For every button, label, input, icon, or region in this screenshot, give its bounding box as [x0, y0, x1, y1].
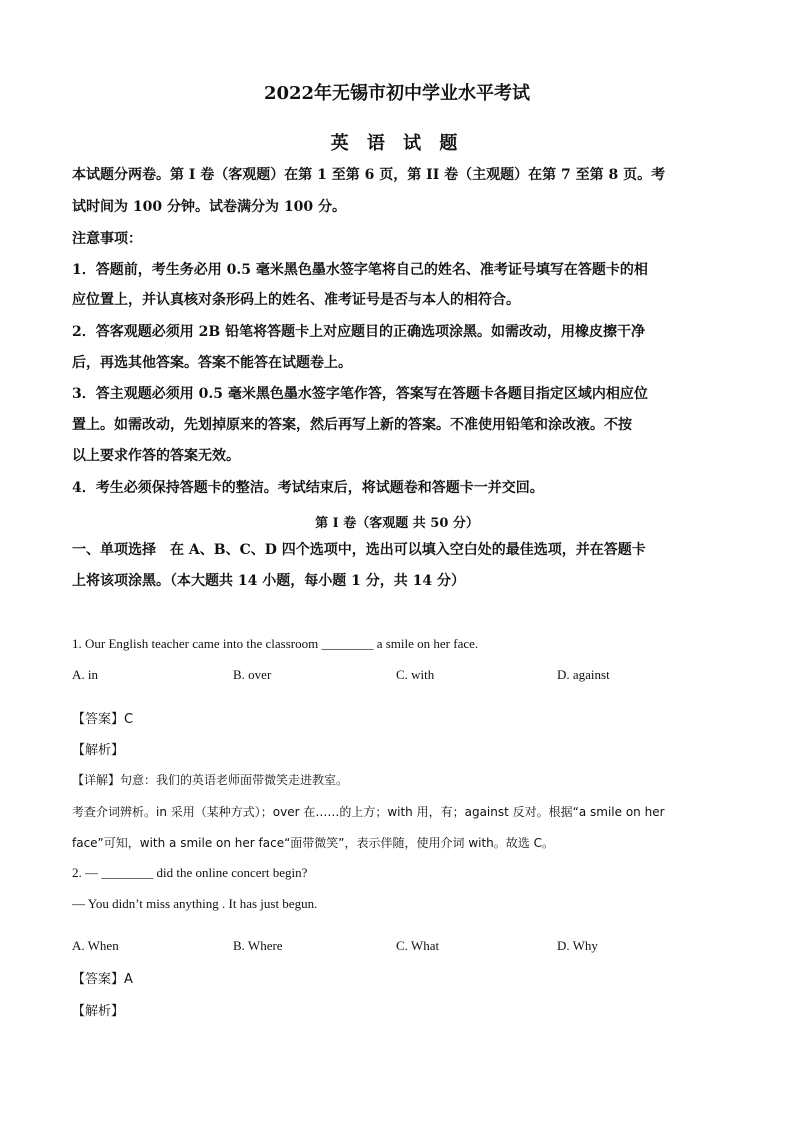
note-1-line-2: 应位置上，并认真核对条形码上的姓名、准考证号是否与本人的相符合。	[72, 292, 520, 308]
question-1-stem: 1. Our English teacher came into the classroom ________ a smile on her face.	[72, 636, 479, 651]
question-2-option-c: C. What	[396, 938, 440, 953]
intro-line-1: 本试题分两卷。第 I 卷（客观题）在第 1 至第 6 页，第 II 卷（主观题）在第 7 至第 8 页。考	[72, 167, 666, 183]
question-1-explanation-line-1: 考查介词辨析。in 采用（某种方式）；over 在……的上方；with 用，有；against 反对。根据“a smile on her	[72, 805, 665, 819]
question-2-analysis-label: 【解析】	[72, 1004, 125, 1019]
part-1-instruction-line-2: 上将该项涂黑。（本大题共 14 小题，每小题 1 分，共 14 分）	[72, 573, 465, 589]
question-1-detail: 【详解】句意：我们的英语老师面带微笑走进教室。	[72, 773, 349, 787]
exam-subtitle: 英 语 试 题	[330, 133, 464, 154]
part-1-instruction-line-1: 一、单项选择 在 A、B、C、D 四个选项中，选出可以填入空白处的最佳选项，并在答题卡	[72, 542, 646, 558]
note-3-line-2: 置上。如需改动，先划掉原来的答案，然后再写上新的答案。不准使用铅笔和涂改液。不按	[72, 417, 632, 433]
note-4-line-1: 4．考生必须保持答题卡的整洁。考试结束后，将试题卷和答题卡一并交回。	[72, 480, 544, 496]
exam-title: 2022年无锡市初中学业水平考试	[263, 83, 531, 104]
question-1-explanation-line-2: face”可知，with a smile on her face“面带微笑”，表示伴随，使用介词 with。故选 C。	[72, 836, 554, 850]
question-2-answer: 【答案】A	[72, 972, 133, 987]
question-2-option-b: B. Where	[233, 938, 283, 953]
question-1-option-c: C. with	[396, 667, 435, 682]
question-1-answer: 【答案】C	[72, 712, 134, 727]
note-3-line-1: 3．答主观题必须用 0.5 毫米黑色墨水签字笔作答，答案写在答题卡各题目指定区域内相应位	[72, 386, 648, 402]
question-1-option-a: A. in	[72, 667, 98, 682]
question-1-analysis-label: 【解析】	[72, 743, 125, 758]
intro-line-2: 试时间为 100 分钟。试卷满分为 100 分。	[72, 199, 346, 215]
question-2-stem-line-2: — You didn’t miss anything . It has just begun.	[72, 896, 318, 911]
question-1-option-b: B. over	[233, 667, 272, 682]
note-1-line-1: 1．答题前，考生务必用 0.5 毫米黑色墨水签字笔将自己的姓名、准考证号填写在答题卡的相	[72, 262, 648, 278]
section-title: 第 I 卷（客观题 共 50 分）	[315, 516, 479, 531]
note-3-line-3: 以上要求作答的答案无效。	[72, 448, 240, 464]
question-2-stem-line-1: 2. — ________ did the online concert begin?	[72, 865, 308, 880]
question-1-option-d: D. against	[557, 667, 610, 682]
note-2-line-1: 2．答客观题必须用 2B 铅笔将答题卡上对应题目的正确选项涂黑。如需改动，用橡皮擦干净	[72, 324, 646, 340]
question-2-option-d: D. Why	[557, 938, 598, 953]
question-2-option-a: A. When	[72, 938, 119, 953]
note-2-line-2: 后，再选其他答案。答案不能答在试题卷上。	[72, 355, 352, 371]
notes-title: 注意事项：	[72, 231, 142, 247]
